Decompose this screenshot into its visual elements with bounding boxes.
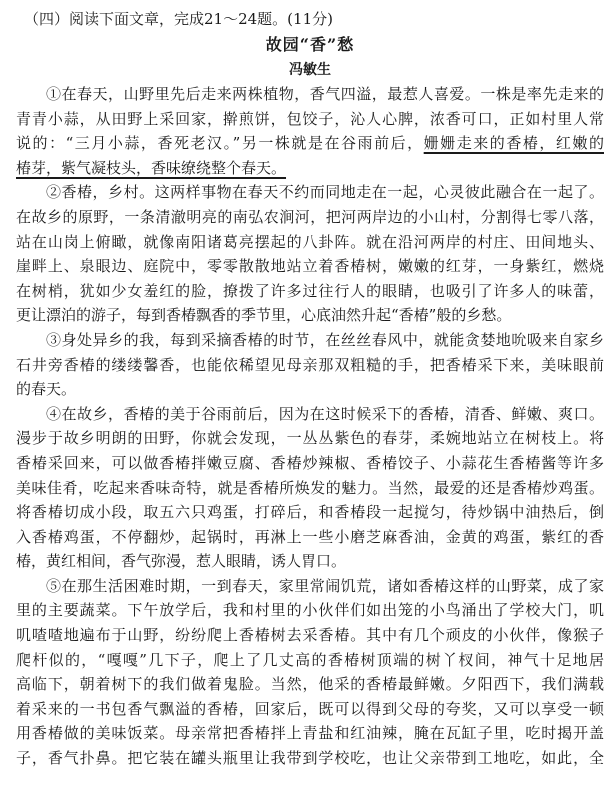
- line-text: 用香椿做的美味饭菜。母亲常把香椿拌上青盐和红油辣，腌在瓦缸子里，吃时揭开盖: [16, 724, 604, 743]
- text-line: [16, 254, 604, 279]
- paragraph-1: [16, 82, 604, 180]
- text-line: [16, 648, 604, 673]
- article-body: [16, 82, 604, 771]
- text-line: [16, 476, 604, 501]
- line-text: 更让漂泊的游子，每到香椿飘香的季节里，心底油然升起“香椿”般的乡愁。: [16, 306, 512, 325]
- line-text: 在故乡的原野，一条清澈明亮的南弘农涧河，把河两岸边的小山村，分割得七零八落，: [16, 207, 604, 226]
- line-text: 香椿采回来，可以做香椿拌嫩豆腐、香椿炒辣椒、香椿饺子、小蒜花生香椿酱等许多: [16, 453, 604, 472]
- text-line: [16, 377, 604, 402]
- text-line: [16, 107, 604, 132]
- article-title: 故园“香”愁: [265, 35, 355, 54]
- line-text: ②香椿，乡村。这两样事物在春天不约而同地走在一起，心灵彼此融合在一起了。: [46, 183, 604, 202]
- text-line: [16, 205, 604, 230]
- line-text: 崖畔上、泉眼边、庭院中，零零散散地站立着香椿树，嫩嫩的红芽，一身紫红，燃烧: [16, 257, 604, 276]
- article-author: 冯敏生: [289, 62, 331, 78]
- line-text: ⑤在那生活困难时期，一到春天，家里常闹饥荒，诸如香椿这样的山野菜，成了家: [46, 576, 604, 595]
- line-text: 子，香气扑鼻。把它装在罐头瓶里让我带到学校吃，也让父亲带到工地吃，如此，全: [16, 749, 604, 768]
- line-text: 入香椿鸡蛋，不停翻炒，起锅时，再淋上一些小磨芝麻香油，金黄的鸡蛋，紫红的香: [16, 527, 604, 546]
- text-line: [16, 353, 604, 378]
- line-text: 站在山岗上俯瞰，就像南阳诸葛亮摆起的八卦阵。就在沿河两岸的村庄、田间地头、: [16, 232, 604, 251]
- paragraph-3: [16, 328, 604, 402]
- line-text: 美味佳肴，吃起来香味奇特，就是香椿所焕发的魅力。当然，最爱的还是香椿炒鸡蛋。: [16, 478, 604, 497]
- line-text: 爬杆似的，“嘎嘎”几下子，爬上了几丈高的香椿树顶端的树丫杈间，神气十足地居: [16, 650, 604, 669]
- text-line: [16, 156, 604, 181]
- paragraph-4: [16, 402, 604, 574]
- text-line: [16, 525, 604, 550]
- text-line: [16, 402, 604, 427]
- text-line: [16, 426, 604, 451]
- line-text: 将香椿切成小段，取五六只鸡蛋，打碎后，和香椿段一起搅匀，待炒锅中油热后，倒: [16, 503, 604, 522]
- text-line: [16, 230, 604, 255]
- section-header: （四）阅读下面文章，完成21～24题。(11分): [24, 10, 333, 28]
- text-line: [16, 623, 604, 648]
- paragraph-2: [16, 180, 604, 328]
- text-line: [16, 180, 604, 205]
- text-line: [16, 82, 604, 107]
- line-text: 漫步于故乡明朗的田野，你就会发现，一丛丛紫色的春芽，柔婉地站立在树枝上。将: [16, 429, 604, 448]
- line-text: 着采来的一书包香气飘溢的香椿，回家后，既可以得到父母的夸奖，又可以享受一顿: [16, 699, 604, 718]
- text-line: [16, 598, 604, 623]
- text-line: [16, 746, 604, 771]
- text-line: [16, 328, 604, 353]
- line-text: 高临下，朝着树下的我们做着鬼脸。当然，他采的香椿最鲜嫩。夕阳西下，我们满载: [16, 675, 604, 694]
- line-text: ①在春天，山野里先后走来两株植物，香气四溢，最惹人喜爱。一株是率先走来的: [46, 85, 604, 103]
- text-line: [16, 697, 604, 722]
- paragraph-5: [16, 574, 604, 771]
- line-text: 的春天。: [16, 380, 77, 399]
- underlined-text: 姗姗走来的香椿，红嫩的: [423, 134, 604, 153]
- line-text: 叽喳喳地遍布于山野，纷纷爬上香椿树去采香椿。其中有几个顽皮的小伙伴，像猴子: [16, 626, 604, 645]
- text-line: [16, 131, 604, 156]
- text-line: [16, 672, 604, 697]
- underlined-text: 椿芽，紫气凝枝头，香味缭绕整个春天。: [16, 158, 287, 177]
- text-line: [16, 451, 604, 476]
- text-line: [16, 303, 604, 328]
- line-text: 椿，黄红相间，香气弥漫，惹人眼睛，诱人胃口。: [16, 552, 347, 571]
- line-text: 在树梢，犹如少女羞红的脸，撩拨了许多过往行人的眼睛，也吸引了许多人的味蕾，: [16, 281, 604, 300]
- line-text: 说的：“三月小蒜，香死老汉。”另一株就是在谷雨前后，: [16, 134, 424, 153]
- text-line: [16, 279, 604, 304]
- line-text: 石井旁香椿的缕缕馨香，也能依稀望见母亲那双粗糙的手，把香椿采下来，美味眼前: [16, 355, 604, 374]
- line-text: ④在故乡，香椿的美于谷雨前后，因为在这时候采下的香椿，清香、鲜嫩、爽口。: [46, 404, 604, 423]
- text-line: [16, 721, 604, 746]
- text-line: [16, 574, 604, 599]
- text-line: [16, 549, 604, 574]
- line-text: 里的主要蔬菜。下午放学后，我和村里的小伙伴们如出笼的小鸟涌出了学校大门，叽: [16, 601, 604, 620]
- text-line: [16, 500, 604, 525]
- line-text: ③身处异乡的我，每到采摘香椿的时节，在丝丝春风中，就能贪婪地吮吸来自家乡: [46, 330, 604, 349]
- line-text: 青青小蒜，从田野上采回家，擀煎饼，包饺子，沁人心脾，浓香可口，正如村里人常: [16, 109, 604, 128]
